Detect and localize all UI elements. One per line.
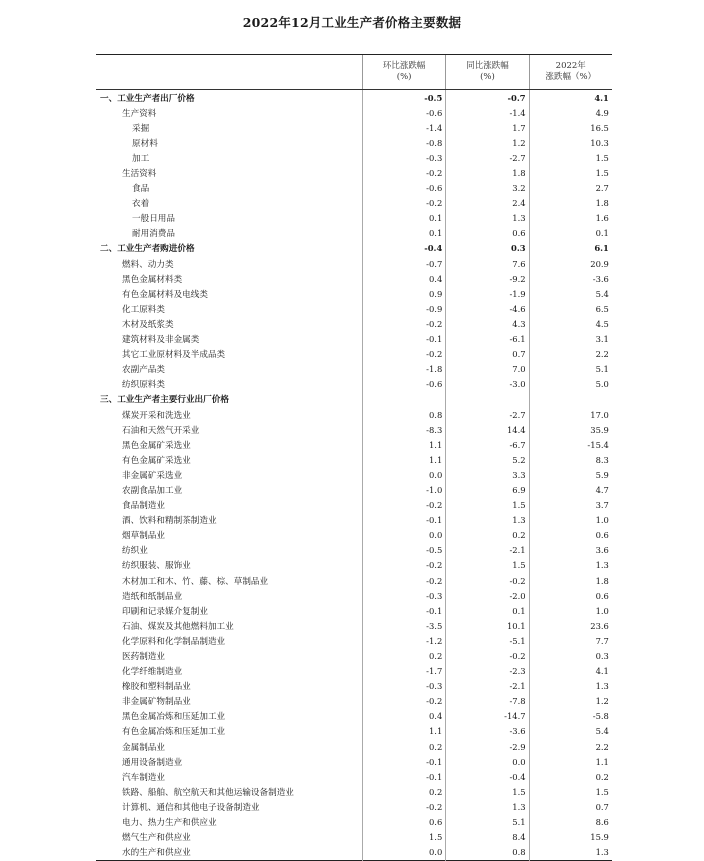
yoy-value: 1.5 — [512, 500, 526, 511]
annual-value: 1.5 — [595, 152, 609, 163]
table-row — [96, 90, 612, 105]
table-row — [96, 120, 612, 135]
yoy-value: 0.7 — [512, 349, 526, 360]
mom-value: 1.1 — [428, 454, 443, 465]
mom-value: 0.1 — [428, 213, 443, 224]
yoy-value: 7.0 — [512, 364, 526, 375]
annual-value: 1.8 — [595, 575, 609, 586]
annual-value: 2.2 — [595, 741, 609, 752]
yoy-value: 2.4 — [512, 198, 526, 209]
table-row — [96, 739, 612, 754]
mom-value: 1.1 — [428, 726, 443, 737]
mom-value: 0.2 — [428, 786, 443, 797]
yoy-value: -2.3 — [509, 666, 526, 677]
yoy-value: -1.9 — [509, 288, 526, 299]
table-row — [96, 467, 612, 482]
mom-value: -0.6 — [426, 107, 443, 118]
mom-value: -0.1 — [426, 771, 443, 782]
annual-value: 4.9 — [595, 107, 609, 118]
table-row — [96, 347, 612, 362]
row-label: 原材料 — [132, 138, 158, 149]
mom-value: -0.2 — [426, 696, 443, 707]
annual-value: -3.6 — [592, 273, 609, 284]
annual-value: 1.1 — [595, 756, 609, 767]
yoy-value: -0.7 — [507, 92, 526, 103]
table-row — [96, 588, 612, 603]
yoy-value: 0.2 — [512, 530, 526, 541]
yoy-value: -2.9 — [509, 741, 526, 752]
mom-value: -0.2 — [426, 575, 443, 586]
table-row — [96, 618, 612, 633]
row-label: 有色金属冶炼和压延加工业 — [122, 727, 226, 738]
yoy-value: 5.1 — [512, 817, 526, 828]
header-annual-line1: 2022年 — [555, 61, 586, 71]
mom-value: 0.6 — [428, 817, 443, 828]
mom-value: -1.2 — [426, 635, 443, 646]
table-header — [96, 55, 612, 90]
mom-value: -0.3 — [426, 681, 443, 692]
yoy-value: 3.3 — [512, 469, 526, 480]
yoy-value: 4.3 — [512, 318, 526, 329]
header-annual-line2: 涨跌幅（%） — [545, 72, 597, 82]
annual-value: 1.3 — [595, 560, 609, 571]
mom-value: -1.8 — [426, 364, 443, 375]
annual-value: 0.6 — [595, 590, 609, 601]
annual-value: 0.7 — [595, 801, 609, 812]
mom-value: -0.1 — [426, 515, 443, 526]
table-row — [96, 709, 612, 724]
table-row — [96, 150, 612, 165]
table-row — [96, 332, 612, 347]
table-row — [96, 558, 612, 573]
mom-value: -0.7 — [426, 258, 443, 269]
annual-value: 5.4 — [595, 726, 609, 737]
table-row — [96, 256, 612, 271]
row-label: 农副产品类 — [122, 365, 165, 376]
annual-value: 6.5 — [595, 303, 609, 314]
mom-value: 0.1 — [428, 228, 443, 239]
annual-value: 1.0 — [595, 515, 609, 526]
annual-value: 16.5 — [590, 122, 609, 133]
annual-value: 1.6 — [595, 213, 609, 224]
row-label: 建筑材料及非金属类 — [122, 335, 200, 346]
row-label: 黑色金属冶炼和压延加工业 — [122, 712, 226, 723]
table-row — [96, 165, 612, 180]
annual-value: 8.6 — [595, 817, 609, 828]
yoy-value: -2.1 — [509, 545, 526, 556]
mom-value: -0.3 — [426, 590, 443, 601]
row-label: 造纸和纸制品业 — [122, 591, 183, 602]
mom-value: -0.2 — [426, 560, 443, 571]
table-row — [96, 694, 612, 709]
annual-value: 0.6 — [595, 530, 609, 541]
annual-value: 0.1 — [595, 228, 609, 239]
row-label: 燃气生产和供应业 — [122, 833, 191, 844]
table-row — [96, 482, 612, 497]
annual-value: 1.5 — [595, 786, 609, 797]
row-label: 化学原料和化学制品制造业 — [122, 636, 226, 647]
yoy-value: 7.6 — [512, 258, 526, 269]
table-row — [96, 799, 612, 814]
header-yoy-line1: 同比涨跌幅 — [466, 61, 509, 71]
row-label: 汽车制造业 — [122, 772, 165, 783]
table-row — [96, 407, 612, 422]
annual-value: 0.2 — [595, 771, 609, 782]
table-row — [96, 422, 612, 437]
table-row — [96, 603, 612, 618]
annual-value: 35.9 — [590, 424, 609, 435]
table-row — [96, 437, 612, 452]
mom-value: 0.4 — [428, 273, 443, 284]
header-yoy-line2: (%) — [480, 72, 495, 82]
annual-value: 5.4 — [595, 288, 609, 299]
yoy-value: 5.2 — [512, 454, 526, 465]
mom-value: -0.6 — [426, 183, 443, 194]
yoy-value: -3.6 — [509, 726, 526, 737]
row-label: 食品 — [132, 184, 150, 195]
annual-value: 3.7 — [595, 500, 609, 511]
row-label: 三、工业生产者主要行业出厂价格 — [100, 395, 229, 406]
table-row — [96, 679, 612, 694]
table-row — [96, 362, 612, 377]
table-row — [96, 377, 612, 392]
annual-value: 5.0 — [595, 379, 609, 390]
row-label: 生产资料 — [122, 108, 157, 119]
mom-value: -3.5 — [426, 620, 443, 631]
row-label: 其它工业原材料及半成品类 — [122, 350, 226, 361]
table-row — [96, 105, 612, 120]
mom-value: -8.3 — [426, 424, 443, 435]
table-row — [96, 181, 612, 196]
annual-value: 4.7 — [595, 484, 609, 495]
row-label: 非金属矿采选业 — [122, 470, 183, 481]
annual-value: 2.2 — [595, 349, 609, 360]
mom-value: -0.5 — [426, 545, 443, 556]
row-label: 农副食品加工业 — [122, 485, 183, 496]
row-label: 金属制品业 — [122, 742, 165, 753]
header-mom — [362, 55, 445, 89]
row-label: 一、工业生产者出厂价格 — [100, 93, 195, 104]
yoy-value: -14.7 — [504, 711, 526, 722]
mom-value: 0.0 — [428, 469, 443, 480]
row-label: 煤炭开采和洗选业 — [122, 410, 191, 421]
mom-value: -0.2 — [426, 801, 443, 812]
yoy-value: 3.2 — [512, 183, 526, 194]
yoy-value: 1.7 — [512, 122, 526, 133]
annual-value: 23.6 — [590, 620, 609, 631]
yoy-value: 0.1 — [512, 605, 526, 616]
table-row — [96, 452, 612, 467]
yoy-value: 1.3 — [512, 515, 526, 526]
mom-value: -0.1 — [426, 756, 443, 767]
table-row — [96, 543, 612, 558]
row-label: 纺织原料类 — [122, 380, 165, 391]
annual-value: 0.3 — [595, 651, 609, 662]
mom-value: 1.1 — [428, 439, 443, 450]
row-label: 一般日用品 — [132, 214, 175, 225]
yoy-value: 10.1 — [506, 620, 526, 631]
row-label: 二、工业生产者购进价格 — [100, 244, 195, 255]
row-label: 烟草制品业 — [122, 531, 165, 542]
row-label: 衣着 — [132, 199, 150, 210]
table-row — [96, 135, 612, 150]
column-divider — [362, 90, 363, 861]
mom-value: -0.1 — [426, 605, 443, 616]
annual-value: 8.3 — [595, 454, 609, 465]
row-label: 黑色金属材料类 — [122, 274, 183, 285]
row-label: 石油和天然气开采业 — [122, 425, 200, 436]
mom-value: -0.5 — [424, 92, 443, 103]
table-row — [96, 573, 612, 588]
table-row — [96, 528, 612, 543]
annual-value: 6.1 — [594, 243, 609, 254]
row-label: 医药制造业 — [122, 652, 165, 663]
mom-value: -1.0 — [426, 484, 443, 495]
yoy-value: -7.8 — [509, 696, 526, 707]
table-row — [96, 226, 612, 241]
table-row — [96, 196, 612, 211]
yoy-value: 14.4 — [506, 424, 526, 435]
row-label: 纺织服装、服饰业 — [122, 561, 191, 572]
mom-value: 0.2 — [428, 651, 443, 662]
annual-value: 20.9 — [590, 258, 609, 269]
row-label: 采掘 — [132, 123, 150, 134]
mom-value: 0.2 — [428, 741, 443, 752]
table-row — [96, 316, 612, 331]
row-label: 铁路、船舶、航空航天和其他运输设备制造业 — [122, 787, 294, 798]
row-label: 酒、饮料和精制茶制造业 — [122, 516, 217, 527]
yoy-value: 1.3 — [512, 213, 526, 224]
price-data-table — [96, 54, 612, 861]
table-row — [96, 815, 612, 830]
row-label: 木材加工和木、竹、藤、棕、草制品业 — [122, 576, 269, 587]
annual-value: 7.7 — [595, 635, 609, 646]
row-label: 燃料、动力类 — [122, 259, 174, 270]
annual-value: 1.3 — [595, 847, 609, 858]
annual-value: 3.6 — [595, 545, 609, 556]
table-row — [96, 664, 612, 679]
row-label: 电力、热力生产和供应业 — [122, 818, 217, 829]
mom-value: -0.2 — [426, 500, 443, 511]
annual-value: 15.9 — [590, 832, 609, 843]
mom-value: 1.5 — [428, 832, 443, 843]
mom-value: 0.8 — [428, 409, 443, 420]
yoy-value: 0.0 — [512, 756, 526, 767]
annual-value: 1.3 — [595, 681, 609, 692]
mom-value: 0.9 — [428, 288, 443, 299]
row-label: 食品制造业 — [122, 501, 165, 512]
annual-value: 4.1 — [594, 92, 609, 103]
annual-value: 5.9 — [595, 469, 609, 480]
table-row — [96, 271, 612, 286]
annual-value: 1.8 — [595, 198, 609, 209]
mom-value: 0.0 — [428, 847, 443, 858]
annual-value: 1.2 — [595, 696, 609, 707]
mom-value: 0.0 — [428, 530, 443, 541]
yoy-value: -6.7 — [509, 439, 526, 450]
mom-value: -0.2 — [426, 349, 443, 360]
row-label: 水的生产和供应业 — [122, 848, 191, 859]
yoy-value: -1.4 — [509, 107, 526, 118]
mom-value: -1.7 — [426, 666, 443, 677]
annual-value: 10.3 — [590, 137, 609, 148]
yoy-value: 0.8 — [512, 847, 526, 858]
mom-value: -0.4 — [424, 243, 443, 254]
yoy-value: -4.6 — [509, 303, 526, 314]
column-divider — [445, 90, 446, 861]
yoy-value: 1.5 — [512, 560, 526, 571]
yoy-value: -6.1 — [509, 334, 526, 345]
yoy-value: -5.1 — [509, 635, 526, 646]
row-label: 生活资料 — [122, 169, 157, 180]
annual-value: -5.8 — [592, 711, 609, 722]
mom-value: -0.2 — [426, 198, 443, 209]
mom-value: -1.4 — [426, 122, 443, 133]
row-label: 加工 — [132, 153, 150, 164]
page-title: 2022年12月工业生产者价格主要数据 — [242, 15, 462, 30]
mom-value: -0.8 — [426, 137, 443, 148]
yoy-value: -2.7 — [509, 152, 526, 163]
annual-value: 4.5 — [595, 318, 609, 329]
table-row — [96, 830, 612, 845]
annual-value: 5.1 — [595, 364, 609, 375]
yoy-value: -2.7 — [509, 409, 526, 420]
annual-value: 3.1 — [595, 334, 609, 345]
table-row — [96, 633, 612, 648]
mom-value: -0.2 — [426, 168, 443, 179]
mom-value: -0.2 — [426, 318, 443, 329]
row-label: 化学纤维制造业 — [122, 667, 183, 678]
row-label: 化工原料类 — [122, 304, 165, 315]
table-row — [96, 211, 612, 226]
yoy-value: -0.2 — [509, 651, 526, 662]
header-annual — [529, 55, 612, 89]
yoy-value: -2.1 — [509, 681, 526, 692]
row-label: 木材及纸浆类 — [122, 319, 174, 330]
yoy-value: 0.3 — [511, 243, 526, 254]
row-label: 印刷和记录媒介复制业 — [122, 606, 208, 617]
row-label: 耐用消费品 — [132, 229, 175, 240]
row-label: 有色金属矿采选业 — [122, 455, 191, 466]
annual-value: 1.0 — [595, 605, 609, 616]
annual-value: 2.7 — [595, 183, 609, 194]
mom-value: -0.3 — [426, 152, 443, 163]
table-row — [96, 769, 612, 784]
yoy-value: -3.0 — [509, 379, 526, 390]
table-row — [96, 241, 612, 256]
table-row — [96, 724, 612, 739]
table-row — [96, 498, 612, 513]
annual-value: 1.5 — [595, 168, 609, 179]
yoy-value: -0.2 — [509, 575, 526, 586]
table-row — [96, 286, 612, 301]
table-row — [96, 845, 612, 861]
yoy-value: 1.2 — [512, 137, 526, 148]
mom-value: -0.1 — [426, 334, 443, 345]
header-yoy — [445, 55, 528, 89]
yoy-value: 8.4 — [512, 832, 526, 843]
table-body — [96, 90, 612, 861]
table-row — [96, 784, 612, 799]
yoy-value: -0.4 — [509, 771, 526, 782]
annual-value: 4.1 — [595, 666, 609, 677]
row-label: 非金属矿物制品业 — [122, 697, 191, 708]
yoy-value: 1.5 — [512, 786, 526, 797]
header-mom-line1: 环比涨跌幅 — [382, 61, 426, 71]
row-label: 石油、煤炭及其他燃料加工业 — [122, 621, 234, 632]
row-label: 纺织业 — [122, 546, 148, 557]
yoy-value: 6.9 — [512, 484, 526, 495]
row-label: 橡胶和塑料制品业 — [122, 682, 191, 693]
row-label: 有色金属材料及电线类 — [122, 289, 208, 300]
annual-value: 17.0 — [590, 409, 609, 420]
row-label: 通用设备制造业 — [122, 757, 183, 768]
yoy-value: 0.6 — [512, 228, 526, 239]
yoy-value: 1.3 — [512, 801, 526, 812]
row-label: 计算机、通信和其他电子设备制造业 — [122, 802, 260, 813]
annual-value: -15.4 — [587, 439, 609, 450]
yoy-value: -2.0 — [509, 590, 526, 601]
column-divider — [529, 90, 530, 861]
table-row — [96, 301, 612, 316]
yoy-value: 1.8 — [512, 168, 526, 179]
table-row — [96, 392, 612, 407]
table-row — [96, 513, 612, 528]
mom-value: -0.9 — [426, 303, 443, 314]
header-blank — [96, 55, 362, 89]
row-label: 黑色金属矿采选业 — [122, 440, 191, 451]
table-row — [96, 648, 612, 663]
mom-value: 0.4 — [428, 711, 443, 722]
mom-value: -0.6 — [426, 379, 443, 390]
header-mom-line2: (%) — [396, 72, 412, 82]
yoy-value: -9.2 — [509, 273, 526, 284]
table-row — [96, 754, 612, 769]
